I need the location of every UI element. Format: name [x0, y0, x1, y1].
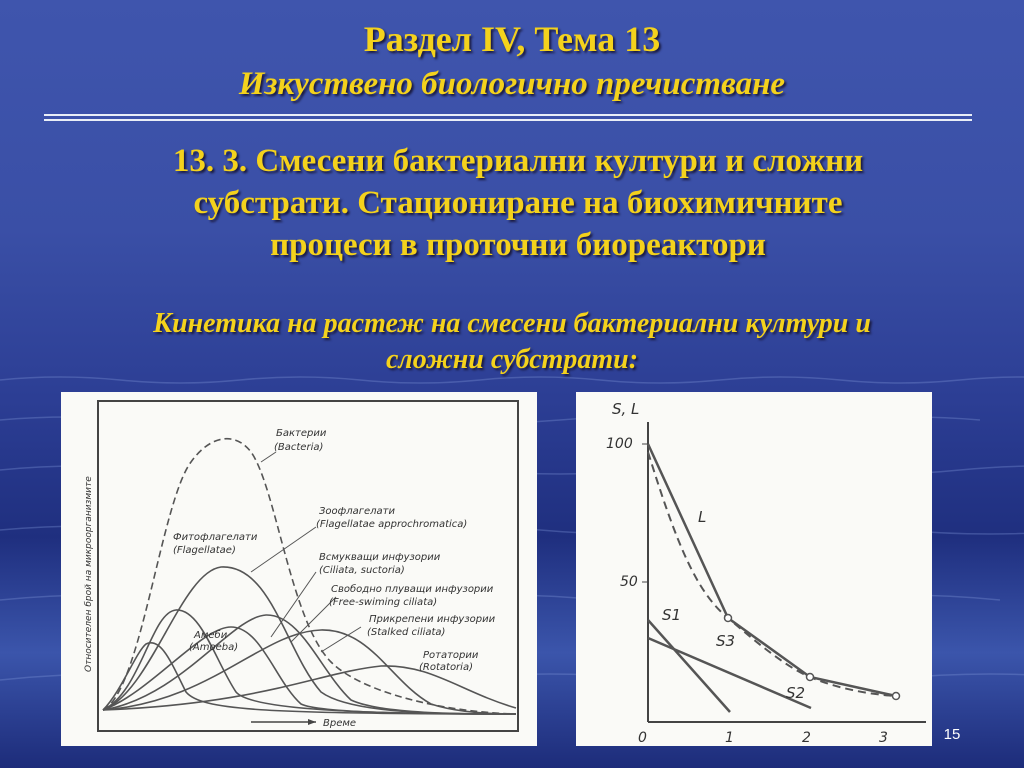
x-tick-2: 2	[802, 730, 811, 746]
slide-title: Раздел IV, Тема 13	[363, 19, 661, 59]
label-free-lat: (Free-swiming ciliata)	[329, 597, 438, 608]
x-tick-3: 3	[879, 730, 888, 746]
label-zooflag-lat: (Flagellatae approchromatica)	[316, 519, 468, 530]
section-line-1: 13. 3. Смесени бактериални култури и сложни	[172, 143, 864, 179]
substrate-plot	[576, 392, 932, 746]
kinetics-line-2: сложни субстрати:	[385, 344, 639, 375]
label-stalked: Прикрепени инфузории	[369, 614, 496, 625]
label-rotatoria-lat: (Rotatoria)	[419, 662, 473, 673]
x-axis-label: Време	[323, 718, 357, 729]
label-ciliata: Всмукващи инфузории	[319, 552, 441, 563]
label-S3: S3	[716, 632, 736, 650]
label-zooflag: Зоофлагелати	[319, 506, 395, 517]
slide-subtitle: Изкуствено биологично пречистване	[238, 66, 786, 102]
label-bacteria-lat: (Bacteria)	[274, 442, 324, 453]
label-L: L	[698, 508, 707, 526]
label-bacteria: Бактерии	[276, 428, 327, 439]
section-line-3: процеси в проточни биореактори	[270, 227, 766, 263]
y-axis-label: S, L	[612, 400, 640, 418]
kinetics-caption	[60, 306, 964, 378]
label-phyto: Фитофлагелати	[173, 532, 258, 543]
label-ciliata-lat: (Ciliata, suctoria)	[319, 565, 405, 576]
label-amoeba: Амеби	[194, 630, 228, 641]
page-number: 15	[943, 726, 961, 743]
x-tick-0: 0	[638, 730, 647, 746]
succession-figure	[61, 392, 537, 746]
label-amoeba-lat: (Amoeba)	[189, 642, 239, 653]
title-divider-2	[44, 119, 972, 121]
y-tick-100: 100	[606, 436, 633, 452]
label-S1: S1	[662, 606, 682, 624]
substrate-figure	[576, 392, 932, 746]
y-tick-50: 50	[620, 574, 638, 590]
section-heading	[88, 140, 948, 266]
x-tick-1: 1	[725, 730, 734, 746]
S3-curve	[648, 452, 896, 696]
label-rotatoria: Ротатории	[423, 650, 479, 661]
L-curve	[648, 444, 896, 696]
label-free: Свободно плуващи инфузории	[331, 584, 494, 595]
succession-plot	[61, 392, 537, 746]
label-phyto-lat: (Flagellatae)	[173, 545, 236, 556]
y-axis-label: Относителен брой на микроорганизмите	[84, 476, 94, 672]
title-divider	[44, 114, 972, 116]
label-S2: S2	[786, 684, 806, 702]
kinetics-line-1: Кинетика на растеж на смесени бактериални култури и	[153, 308, 871, 339]
label-stalked-lat: (Stalked ciliata)	[367, 627, 446, 638]
section-line-2: субстрати. Стациониране на биохимичните	[193, 185, 843, 221]
